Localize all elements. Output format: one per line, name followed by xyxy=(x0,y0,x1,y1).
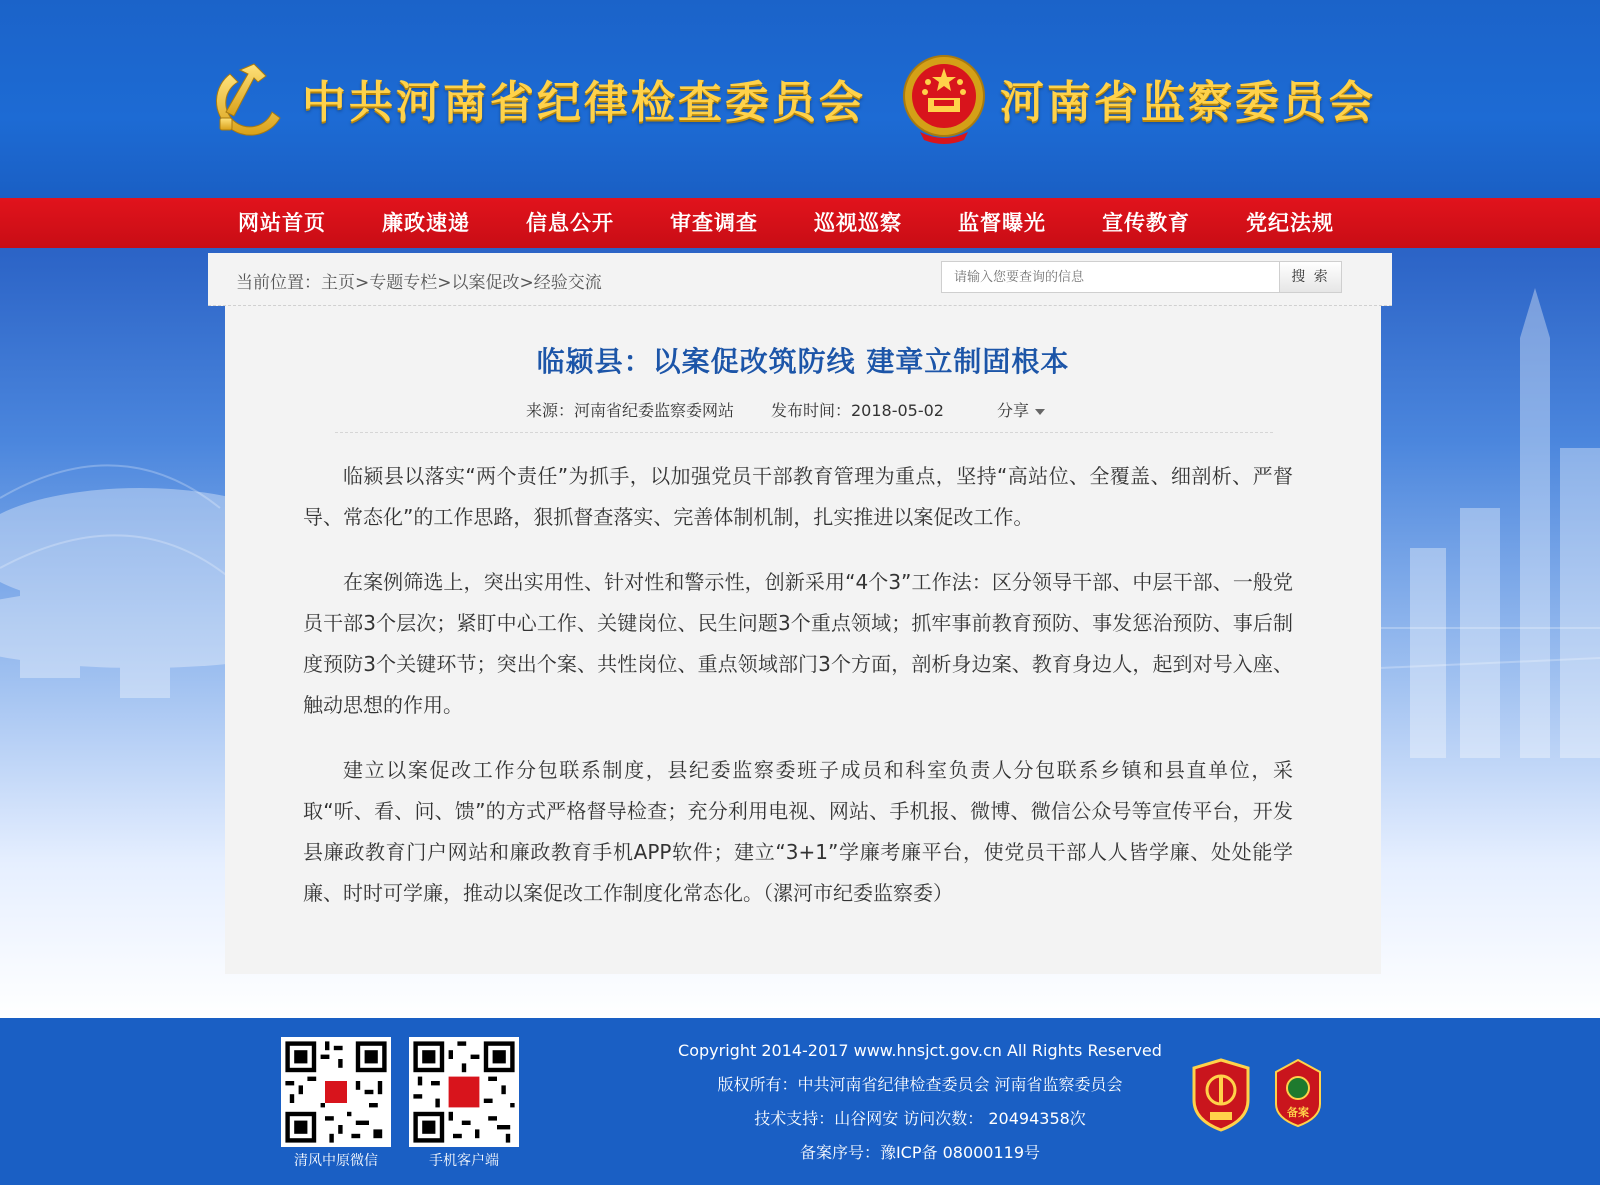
wechat-qr-code-icon[interactable] xyxy=(281,1037,391,1147)
nav-item-regulations[interactable]: 党纪法规 xyxy=(1246,211,1334,235)
article xyxy=(225,306,1381,974)
search-box xyxy=(941,261,1282,293)
site-title-left: 中共河南省纪律检查委员会 xyxy=(302,77,866,128)
breadcrumb-separator: > xyxy=(519,273,534,293)
breadcrumb-separator: > xyxy=(355,273,370,293)
party-emblem-icon xyxy=(210,56,296,142)
app-qr-code-icon[interactable] xyxy=(409,1037,519,1147)
article-date: 发布时间：2018-05-02 xyxy=(771,401,944,420)
breadcrumb-topics[interactable]: 专题专栏 xyxy=(369,273,438,293)
support-text: 技术支持：山谷网安 访问次数： 20494358次 xyxy=(754,1109,1086,1128)
nav-item-info[interactable]: 信息公开 xyxy=(526,211,614,235)
article-paragraph: 建立以案促改工作分包联系制度，县纪委监察委班子成员和科室负责人分包联系乡镇和县直单位，采取“听、看、问、馈”的方式严格督导检查；充分利用电视、网站、手机报、微博、微信公众号等宣传平台，开发县廉政教育门户网站和廉政教育手机APP软件；建立“3+1”学廉考廉平台，使党员干部人人皆学廉、处处能学廉、时时可学廉，推动以案促改工作制度化常态化。（漯河市纪委监察委） xyxy=(303,758,1293,905)
site-title-right: 河南省监察委员会 xyxy=(1000,77,1376,128)
breadcrumb xyxy=(236,268,602,293)
icp-text[interactable]: 备案序号：豫ICP备 08000119号 xyxy=(799,1143,1041,1162)
divider xyxy=(335,432,1273,433)
search-input[interactable] xyxy=(942,262,1281,292)
breadcrumb-experience[interactable]: 经验交流 xyxy=(533,273,602,293)
nav-items xyxy=(210,198,1410,248)
copyright-text: Copyright 2014-2017 www.hnsjct.gov.cn All Rights Reserved xyxy=(678,1041,1162,1060)
nav-item-investigation[interactable]: 审查调查 xyxy=(670,211,758,235)
nav-item-exposure[interactable]: 监督曝光 xyxy=(958,211,1046,235)
nav-item-home[interactable]: 网站首页 xyxy=(238,211,326,235)
party-government-badge-icon[interactable] xyxy=(1190,1058,1252,1132)
site-footer xyxy=(0,1018,1600,1185)
search-button[interactable]: 搜 索 xyxy=(1279,261,1342,293)
national-emblem-icon xyxy=(898,48,990,148)
wechat-qr-label: 清风中原微信 xyxy=(294,1153,378,1169)
footer-info xyxy=(560,1034,1280,1170)
icp-badge-icon[interactable] xyxy=(1274,1058,1322,1128)
app-qr-label: 手机客户端 xyxy=(429,1153,499,1169)
article-source: 来源：河南省纪委监察委网站 xyxy=(526,401,735,420)
article-body xyxy=(303,456,1293,938)
breadcrumb-home[interactable]: 主页 xyxy=(321,273,355,293)
icp-badge-label: 备案 xyxy=(1287,1106,1309,1119)
nav-item-education[interactable]: 宣传教育 xyxy=(1102,211,1190,235)
nav-item-news[interactable]: 廉政速递 xyxy=(382,211,470,235)
site-header xyxy=(0,0,1600,198)
share-label: 分享 xyxy=(997,401,1030,420)
nav-item-inspection[interactable]: 巡视巡察 xyxy=(814,211,902,235)
article-paragraph: 临颍县以落实“两个责任”为抓手，以加强党员干部教育管理为重点，坚持“高站位、全覆盖、细剖析、严督导、常态化”的工作思路，狠抓督查落实、完善体制机制，扎实推进以案促改工作。 xyxy=(303,464,1293,529)
article-paragraph: 在案例筛选上，突出实用性、针对性和警示性，创新采用“4个3”工作法：区分领导干部、中层干部、一般党员干部3个层次；紧盯中心工作、关键岗位、民生问题3个重点领域；抓牢事前教育预防、事发惩治预防、事后制度预防3个关键环节；突出个案、共性岗位、重点领域部门3个方面，剖析身边案、教育身边人，起到对号入座、触动思想的作用。 xyxy=(303,570,1293,717)
owner-text: 版权所有：中共河南省纪律检查委员会 河南省监察委员会 xyxy=(717,1075,1123,1094)
share-dropdown[interactable] xyxy=(997,398,1045,421)
article-title: 临颍县：以案促改筑防线 建章立制固根本 xyxy=(536,345,1070,378)
content-toolbar xyxy=(208,253,1392,306)
breadcrumb-separator: > xyxy=(437,273,452,293)
chevron-down-icon xyxy=(1035,409,1045,415)
main-nav xyxy=(0,198,1600,248)
breadcrumb-reform[interactable]: 以案促改 xyxy=(451,273,520,293)
breadcrumb-prefix: 当前位置： xyxy=(236,273,321,293)
